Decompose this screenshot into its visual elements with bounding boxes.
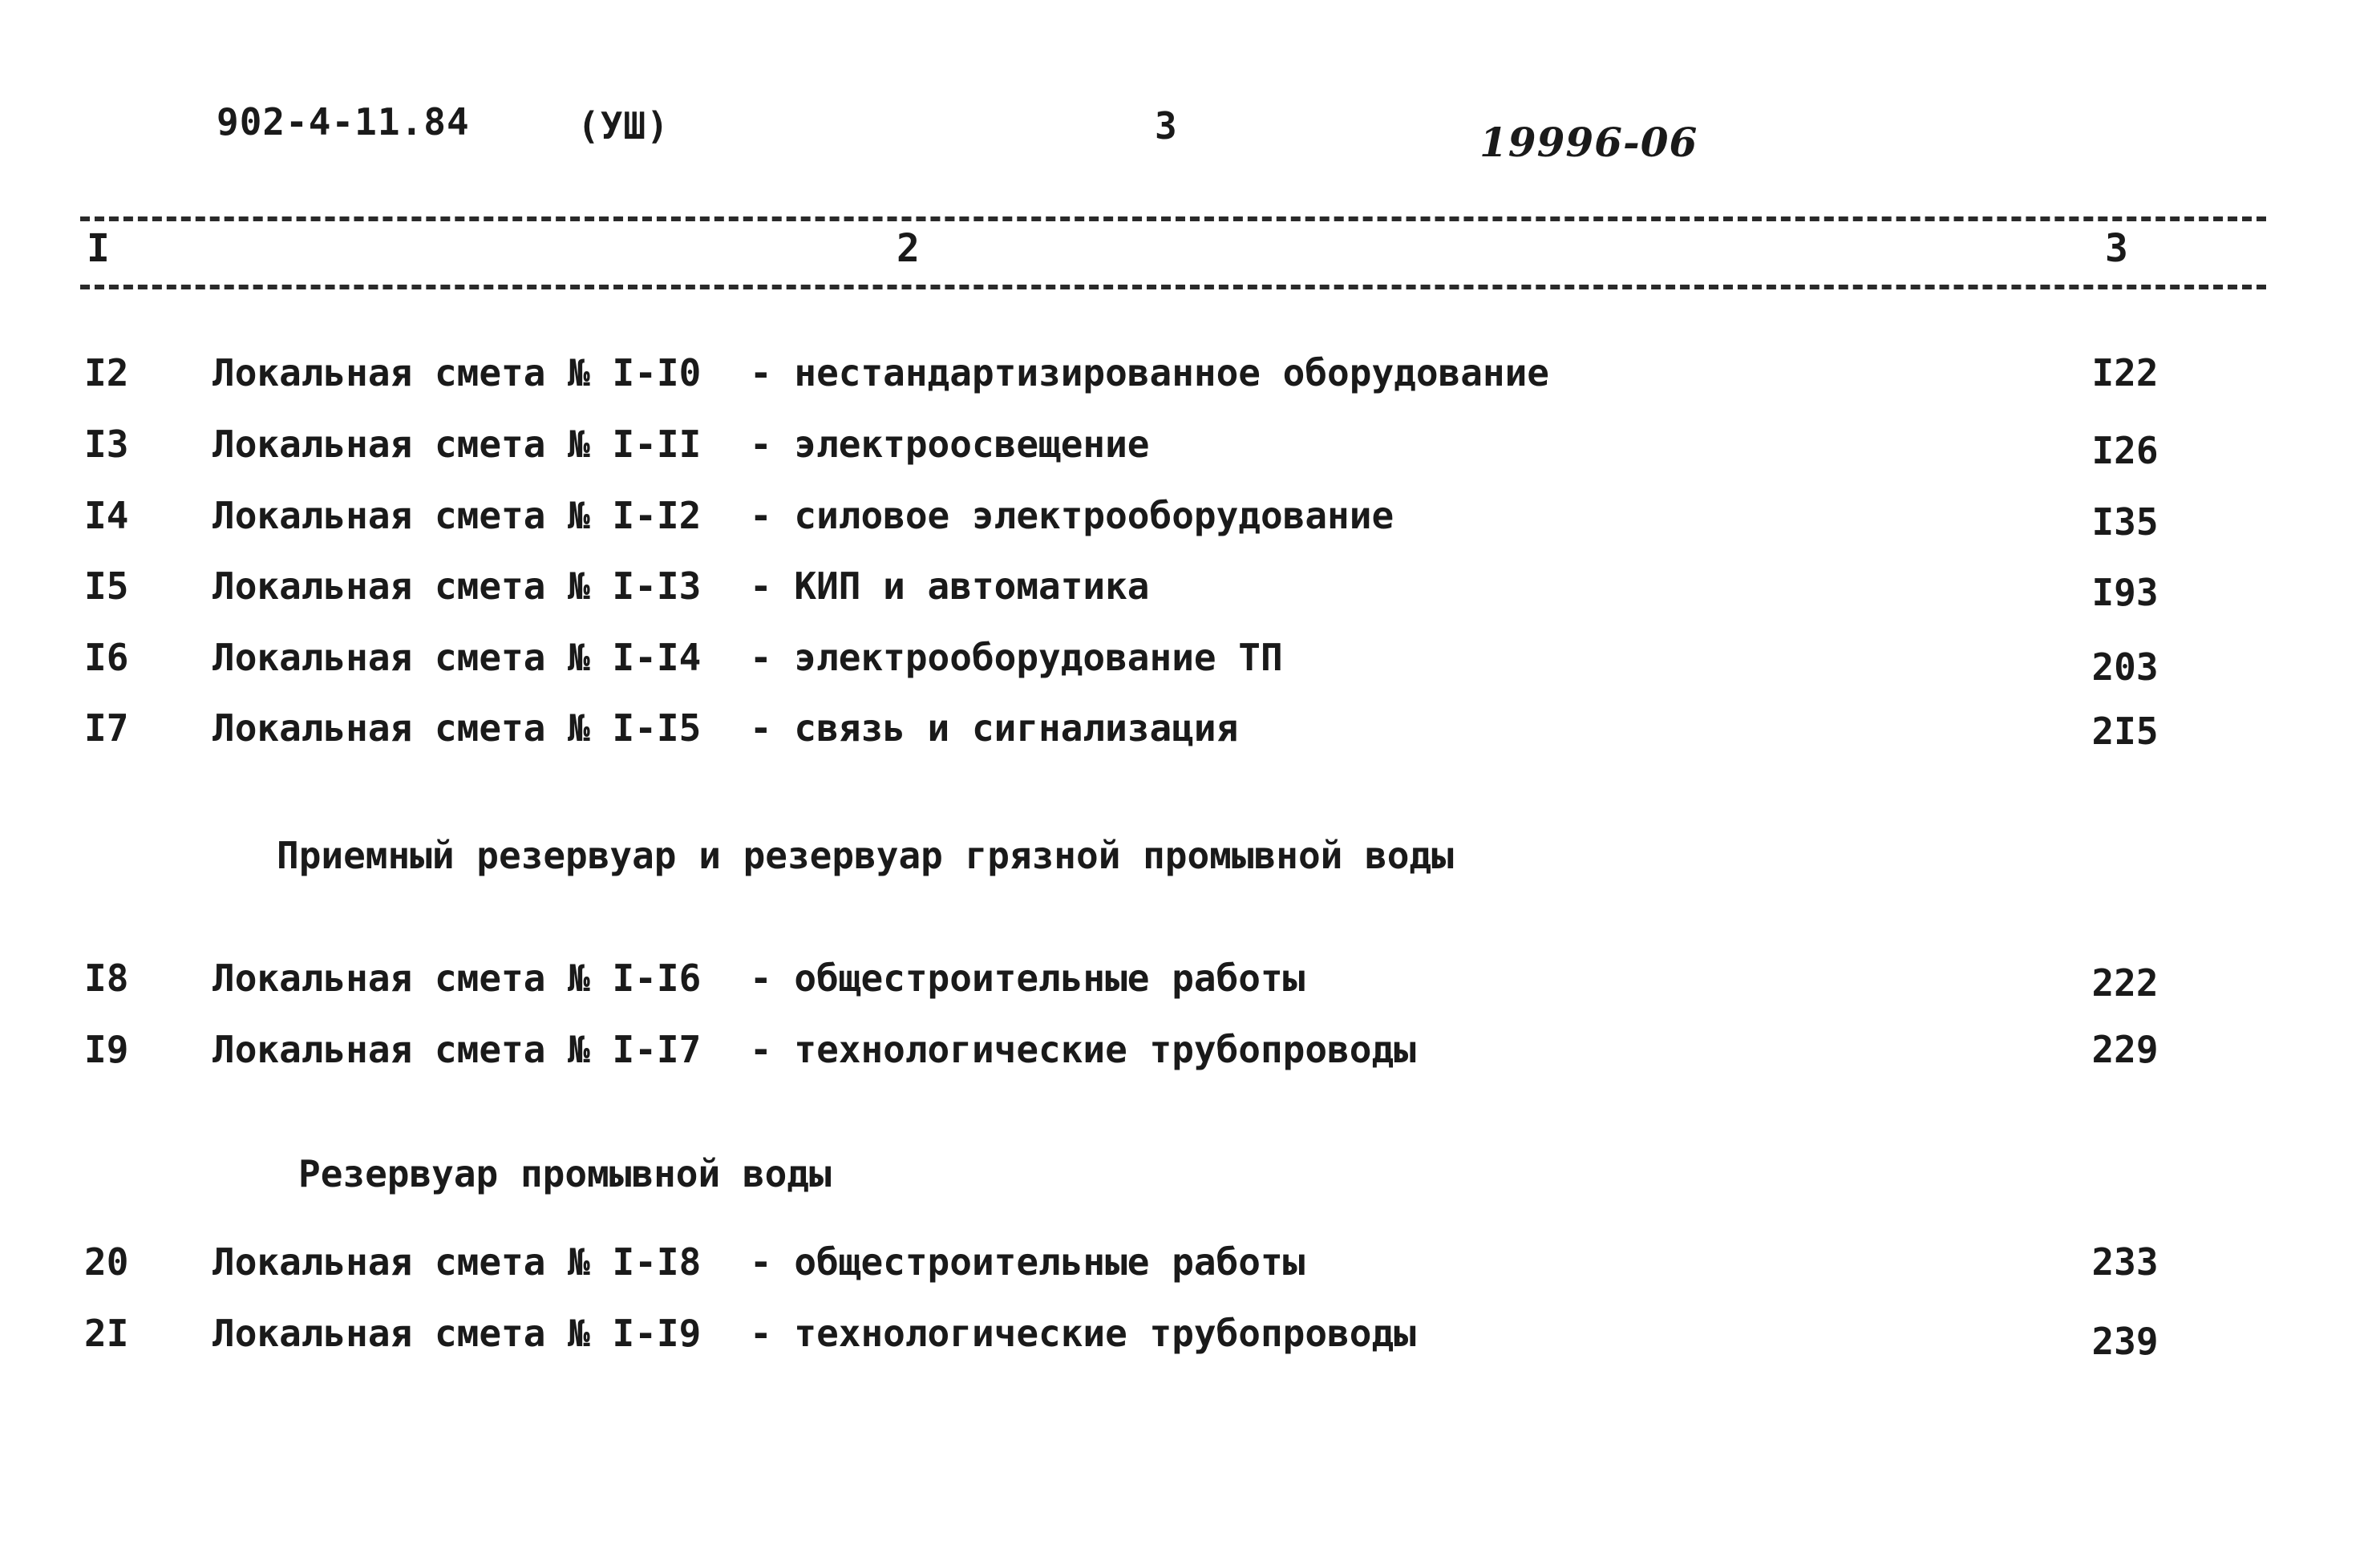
row-number: I7 [84,706,129,750]
page-reference: I93 [2091,571,2159,614]
estimate-name: Локальная смета № I-I3 [212,564,702,608]
estimate-description: - силовое электрооборудование [750,494,1394,537]
row-number: 2I [84,1312,129,1355]
page-reference: 222 [2091,961,2159,1005]
row-number: 20 [84,1240,129,1284]
page-reference: 229 [2091,1028,2159,1071]
row-number: I8 [84,957,129,1000]
table-row [0,1028,2380,1076]
estimate-name: Локальная смета № I-I6 [212,957,702,1000]
table-header-bottom-rule [80,285,2266,289]
row-number: I9 [84,1028,129,1071]
column-number-2: 2 [897,226,920,271]
page-reference: 233 [2091,1240,2159,1284]
page-number: 3 [1155,104,1178,148]
estimate-name: Локальная смета № I-I8 [212,1240,702,1284]
estimate-name: Локальная смета № I-II [212,423,702,466]
column-number-1: I [87,226,110,271]
table-row [0,351,2380,399]
inventory-number: 19996-06 [1479,119,1698,166]
table-row [0,423,2380,471]
estimate-description: - технологические трубопроводы [750,1312,1416,1355]
table-row [0,636,2380,689]
estimate-description: - электроосвещение [750,423,1150,466]
row-number: I4 [84,494,129,537]
estimate-name: Локальная смета № I-I9 [212,1312,702,1355]
estimate-name: Локальная смета № I-I7 [212,1028,702,1071]
row-number: I2 [84,351,129,394]
estimate-name: Локальная смета № I-I4 [212,636,702,679]
table-row [0,564,2380,613]
estimate-description: - КИП и автоматика [750,564,1150,608]
section-heading: Приемный резервуар и резервуар грязной промывной воды [277,834,1454,877]
page-reference: 239 [2091,1320,2159,1363]
estimate-description: - общестроительные работы [750,1240,1305,1284]
page-reference: I26 [2091,429,2159,472]
page-reference: 203 [2091,645,2159,689]
page-reference: I22 [2091,351,2159,394]
estimate-description: - технологические трубопроводы [750,1028,1416,1071]
estimate-name: Локальная смета № I-I2 [212,494,702,537]
column-number-3: 3 [2105,226,2128,271]
table-header-top-rule [80,216,2266,221]
row-number: I3 [84,423,129,466]
page-reference: 2I5 [2091,710,2159,753]
table-row [0,1312,2380,1363]
estimate-name: Локальная смета № I-I0 [212,351,702,394]
section-heading: Резервуар промывной воды [298,1152,832,1195]
estimate-description: - электрооборудование ТП [750,636,1283,679]
row-number: I6 [84,636,129,679]
estimate-name: Локальная смета № I-I5 [212,706,702,750]
estimate-description: - общестроительные работы [750,957,1305,1000]
table-row [0,494,2380,542]
document-code: 902-4-11.84 [217,100,470,144]
table-row [0,706,2380,754]
estimate-description: - нестандартизированное оборудование [750,351,1549,394]
page-reference: I35 [2091,500,2159,544]
estimate-description: - связь и сигнализация [750,706,1239,750]
row-number: I5 [84,564,129,608]
table-row [0,1240,2380,1288]
volume-label: (УШ) [577,104,670,148]
table-row [0,957,2380,1005]
